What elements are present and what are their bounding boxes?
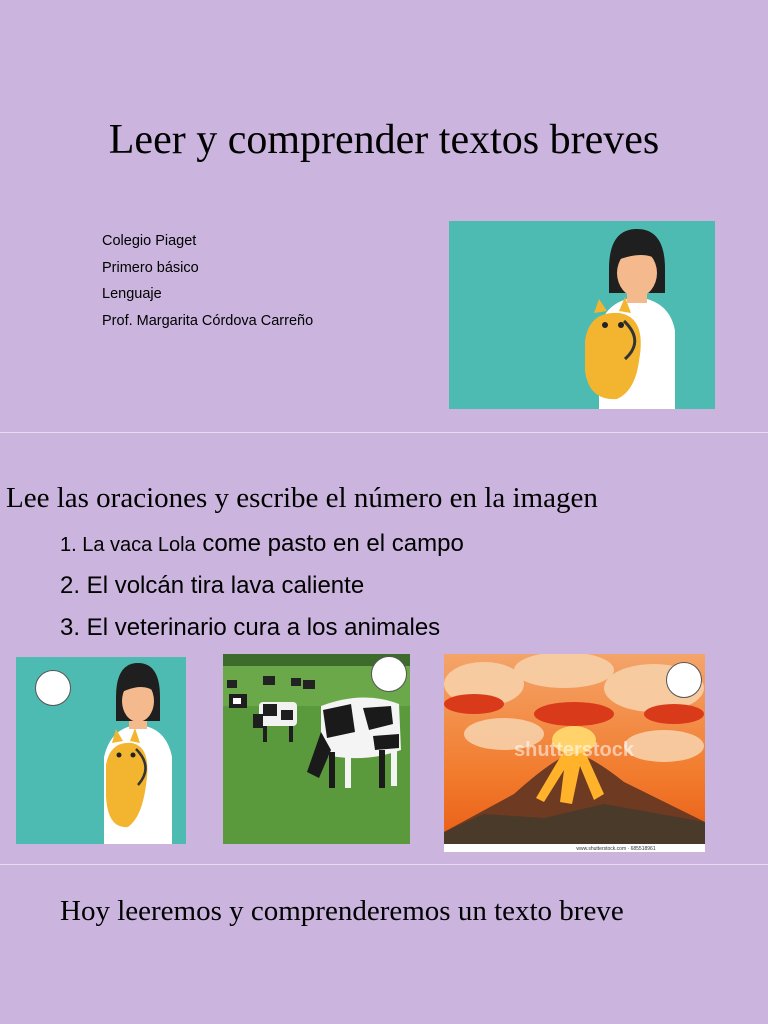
title-slide — [0, 0, 768, 432]
course-info — [102, 228, 313, 334]
sentence-1 — [60, 529, 464, 560]
answer-circle-volcano[interactable] — [666, 662, 702, 698]
veterinarian-illustration — [449, 221, 715, 409]
slide-divider — [0, 432, 768, 433]
answer-circle-vet[interactable] — [35, 670, 71, 706]
sentence-1-start: 1. La vaca Lola — [60, 534, 196, 556]
activity-instruction: Lee las oraciones y escribe el número en la imagen — [6, 482, 598, 514]
slide-title: Leer y comprender textos breves — [108, 117, 660, 163]
sentence-3 — [60, 613, 440, 643]
answer-circle-cows[interactable] — [371, 656, 407, 692]
watermark-text: shutterstock — [513, 739, 635, 761]
grade-level: Primero básico — [102, 259, 199, 276]
sentence-3-text: 3. El veterinario cura a los animales — [60, 614, 441, 641]
sentence-2-text: 2. El volcán tira lava caliente — [60, 572, 365, 599]
subject-name: Lenguaje — [102, 286, 162, 302]
objective-slide — [0, 866, 768, 1024]
watermark-caption: www.shutterstock.com · 685518961 — [576, 846, 656, 852]
slide-divider — [0, 864, 768, 865]
lesson-objective: Hoy leeremos y comprenderemos un texto breve — [60, 895, 624, 927]
sentence-1-rest: come pasto en el campo — [195, 530, 464, 557]
sentence-2 — [60, 571, 364, 601]
school-name: Colegio Piaget — [102, 233, 197, 249]
teacher-name: Prof. Margarita Córdova Carreño — [102, 312, 314, 329]
